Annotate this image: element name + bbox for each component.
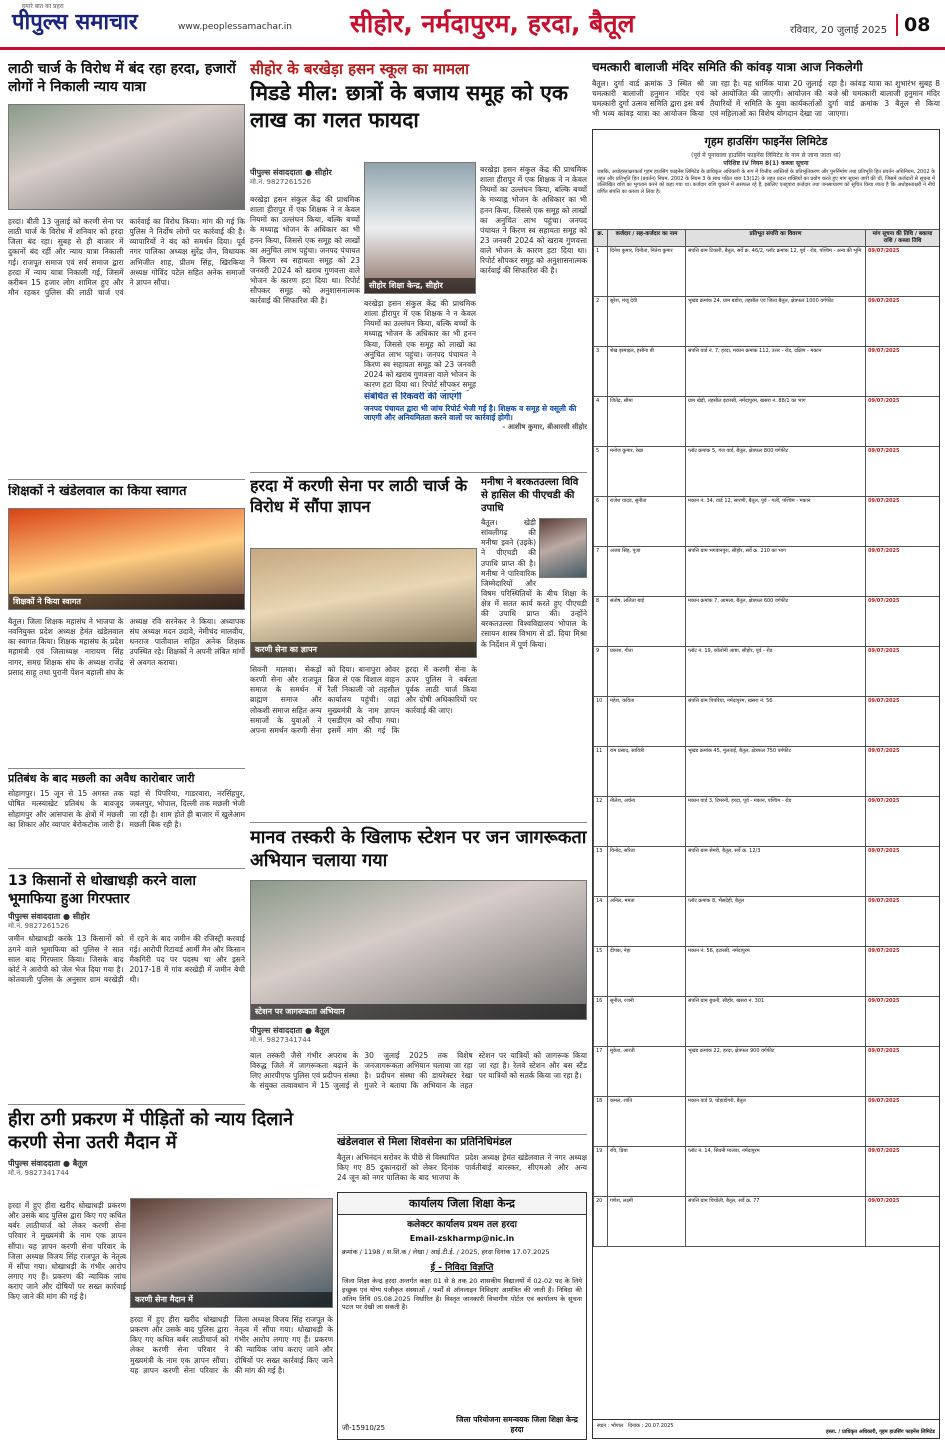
story-heera-byline: पीपुल्स संवाददाता ● बैतूल — [8, 1158, 88, 1168]
photo-shikshak — [8, 508, 245, 610]
notice-signatory: हस्ता. / प्राधिकृत अधिकारी, गृहम हाउसिंग फाइनेंस लिमिटेड — [826, 1429, 935, 1435]
notice-cell-desc: प्लॉट नं. 19, कॉलोनी आष्टा, सीहोर, पूर्व - रोड — [686, 646, 866, 696]
story-midday-body-3: बरखेड़ा हसन संकुल केंद्र की प्राथमिक शाला हीरापुर में एक शिक्षक ने न केवल नियमों का उल्लंघन किया, बल्कि बच्चों के मध्याह्न भोजन के अधिकार का भी हनन किया, जिससे एक समूह को लाखों का अनुचित लाभ पहुंचा। जनपद पंचायत ने किरण स्व सहायता समूह को 23 जनवरी 2024 को खराब गुणवत्ता वाले भोजन के कारण हटा दिया था। रिपोर्ट सौपकर समूह को अनुशासनात्मक कार्रवाई की सिफारिश की है। — [480, 165, 587, 276]
notice-cell-name: रवि, प्रिया — [608, 1146, 686, 1196]
story-heera-headline: हीरा ठगी प्रकरण में पीड़ितों को न्याय दिलाने करणी सेना उतरी मैदान में — [8, 1109, 294, 1154]
story-karni — [250, 476, 477, 546]
story-manav-byline: पीपुल्स संवाददाता ● बैतूल — [250, 1026, 330, 1035]
notice-cell-date: 09/07/2025 — [866, 246, 940, 296]
notice-row — [594, 1146, 940, 1196]
story-midday-col1 — [250, 192, 360, 468]
tender-office-title: कार्यालय जिला शिक्षा केन्द्र — [338, 1193, 586, 1215]
notice-cell-no: 3 — [594, 346, 608, 396]
notice-cell-desc: मकान नं. 34, वार्ड 12, सारणी, बैतूल, पूर्व - गली, पश्चिम - मकान — [686, 496, 866, 546]
notice-row — [594, 546, 940, 596]
logo-tagline: हमारे बात का प्रहरा — [22, 3, 64, 10]
notice-cell-no: 15 — [594, 946, 608, 996]
notice-cell-name: राम प्रसाद, सावित्री — [608, 746, 686, 796]
notice-cell-desc: भूखंड क्रमांक 24, ग्राम बडोरा, तहसील एवं जिला बैतूल, क्षेत्रफल 1000 वर्गफीट — [686, 296, 866, 346]
notice-cell-name: सुनील, रजनी — [608, 996, 686, 1046]
story-lathi-body: हरदा। बीती 13 जुलाई को करणी सेना पर लाठी चार्ज के विरोध में शनिवार को हरदा जिला बंद रहा। सुबह से ही बाजार में दुकानों बंद रहीं और न्याय यात्रा निकाली गई। राजपूत समाज एवं सर्व समाज द्वारा हरदा में न्याय यात्रा निकाली गई, जिसमें करीबन 15 हजार लोग शामिल हुए और मौन रहकर पुलिस की लाठी चार्ज एवं कार्रवाई का विरोध किया। मांग की गई कि पुलिस ने निर्दोष लोगों पर कार्रवाई की है। व्यापारियों ने बंद को समर्थन दिया। पूर्व नगर पालिका अध्यक्ष सुरेंद्र जैन, विधायक अभिजीत शाह, प्रीतम सिंह, खिरकिया अध्यक्ष गोविंद पटेल सहित अनेक समाजों ने ज्ञापन सौंपा। — [8, 217, 245, 297]
notice-cell-no: 2 — [594, 296, 608, 346]
notice-row — [594, 696, 940, 746]
notice-cell-no: 7 — [594, 546, 608, 596]
notice-cell-date: 09/07/2025 — [866, 446, 940, 496]
story-kavad-body: बैतूल। दुर्गा वार्ड क्रमांक 3 स्थित श्री चमत्कारी बालाजी हनुमान मंदिर एवं चमत्कारी दुर्गा उत्सव समिति द्वारा इस वर्ष भी भव्य कांवड़ यात्रा का आयोजन किया जा रहा है। यह धार्मिक यात्रा 20 जुलाई को आयोजित की जाएगी। आयोजन की तैयारियों में समिति के युवा कार्यकर्ताओं एवं महिलाओं का विशेष योगदान देखा जा रहा है। कांवड़ यात्रा का शुभारंभ सुबह 8 बजे श्री चमत्कारी बालाजी हनुमान मंदिर दुर्गा वार्ड क्रमांक 3 बैतूल से किया जाएगा। — [592, 78, 940, 118]
notice-cell-desc: मकान नं. 56, इटारसी, नर्मदापुरम — [686, 946, 866, 996]
story-midday-body: बरखेड़ा हसन संकुल केंद्र की प्राथमिक शाला हीरापुर में एक शिक्षक ने न केवल नियमों का उल्लंघन किया, बल्कि बच्चों के मध्याह्न भोजन के अधिकार का भी हनन किया, जिससे एक समूह को लाखों का अनुचित लाभ पहुंचा। जनपद पंचायत ने किरण स्व सहायता समूह को 23 जनवरी 2024 को खराब गुणवत्ता वाले भोजन के कारण हटा दिया था। रिपोर्ट सौपकर समूह को अनुशासनात्मक कार्रवाई की सिफारिश की है। — [250, 195, 360, 306]
story-heera-mobile: मो.नं. 9827341744 — [8, 1168, 70, 1177]
divider — [250, 472, 587, 473]
notice-cell-no: 17 — [594, 1046, 608, 1096]
notice-row — [594, 346, 940, 396]
story-kisan-byline: पीपुल्स संवाददाता ● सीहोर — [8, 912, 90, 922]
notice-company: गृहम हाउसिंग फाइनेंस लिमिटेड — [704, 135, 828, 148]
notice-cell-date: 09/07/2025 — [866, 1196, 940, 1246]
notice-cell-no: 4 — [594, 396, 608, 446]
notice-cell-no: 11 — [594, 746, 608, 796]
tender-reference: क्रमांक / 1198 / स.शि.क / लेखा / आई.टी.ई. / 2025, हरदा दिनांक 17.07.2025 — [342, 1248, 550, 1256]
notice-cell-desc: मकान क्रमांक 7, आमला, बैतूल, क्षेत्रफल 600 वर्गफीट — [686, 596, 866, 646]
notice-cell-no: 20 — [594, 1196, 608, 1246]
notice-cell-no: 1 — [594, 246, 608, 296]
notice-cell-date: 09/07/2025 — [866, 846, 940, 896]
notice-cell-date: 09/07/2025 — [866, 596, 940, 646]
notice-cell-no: 8 — [594, 596, 608, 646]
tender-email[interactable]: Email-zskharmp@nic.in — [409, 1234, 515, 1243]
tender-code: जी-15910/25 — [342, 1424, 386, 1432]
divider — [337, 1134, 587, 1135]
notice-cell-desc: संपत्ति ग्राम सेमरी, बैतूल, सर्वे क्र. 12/3 — [686, 846, 866, 896]
divider — [250, 822, 587, 823]
story-shikshak-headline: शिक्षकों ने खंडेलवाल का किया स्वागत — [8, 484, 187, 499]
notice-cell-name: नीलेश, अर्चना — [608, 796, 686, 846]
notice-cell-desc: भूखंड क्रमांक 22, हरदा, क्षेत्रफल 900 वर्गफीट — [686, 1046, 866, 1096]
notice-cell-no: 10 — [594, 696, 608, 746]
notice-row — [594, 1046, 940, 1096]
notice-row — [594, 296, 940, 346]
notice-cell-no: 19 — [594, 1146, 608, 1196]
notice-cell-no: 5 — [594, 446, 608, 496]
website-link[interactable]: www.peoplessamachar.in — [178, 22, 292, 32]
notice-cell-date: 09/07/2025 — [866, 946, 940, 996]
notice-cell-no: 13 — [594, 846, 608, 896]
notice-cell-desc: संपत्ति वार्ड नं. 7, हरदा, मकान क्रमांक 112, उत्तर - रोड, दक्षिण - मकान — [686, 346, 866, 396]
story-khandelwal — [337, 1136, 587, 1190]
tender-signatory: जिला परियोजना समन्वयक जिला शिक्षा केन्द्र हरदा — [456, 1415, 578, 1434]
story-midday-col2 — [364, 296, 476, 391]
notice-cell-desc: संपत्ति ग्राम चिचोली, बैतूल, सर्वे क्र. 77 — [686, 1196, 866, 1246]
story-midday-quote — [364, 392, 587, 468]
story-manav-headline: मानव तस्करी के खिलाफ स्टेशन पर जन जागरूकता अभियान चलाया गया — [250, 827, 587, 872]
notice-row — [594, 846, 940, 896]
tender-body: जिला शिक्षा केन्द्र हरदा अन्तर्गत कक्षा 01 से 8 तक 20 शासकीय विद्यालयों में 02-02 पद के लिये इच्छुक एवं योग्य पंजीकृत संस्थाओं / फर्मों से ऑनलाइन निविदाएं आमंत्रित की जाती हैं। निविदा की अंतिम तिथि 05.08.2025 निर्धारित है। विस्तृत जानकारी विभागीय पोर्टल एवं कार्यालय के सूचना पटल पर देखी जा सकती है। — [342, 1277, 582, 1312]
notice-cell-desc: मकान वार्ड 9, घोड़ाडोंगरी, बैतूल — [686, 1096, 866, 1146]
notice-footer — [593, 1419, 939, 1438]
notice-cell-name: मुकेश, आरती — [608, 1046, 686, 1096]
tender-heading: ई - निविदा विज्ञप्ति — [430, 1263, 494, 1273]
notice-row — [594, 446, 940, 496]
masthead — [0, 0, 945, 50]
story-heera-body-cont — [130, 1312, 333, 1438]
story-kavad-headline: चमत्कारी बालाजी मंदिर समिति की कांवड़ यात्रा आज निकलेगी — [592, 60, 863, 74]
notice-row — [594, 1096, 940, 1146]
divider — [8, 868, 245, 869]
story-manav-mobile: मो.नं. 9827341744 — [250, 1036, 312, 1044]
notice-cell-name: शेख इस्माइल, हसीना बी — [608, 346, 686, 396]
notice-cell-desc: भूखंड क्रमांक 45, मुलताई, बैतूल, क्षेत्रफल 750 वर्गफीट — [686, 746, 866, 796]
story-manav-body-wrap — [250, 1048, 587, 1132]
notice-place: स्थान : भोपाल — [597, 1423, 624, 1429]
photo-shiksha-kendra — [364, 162, 476, 294]
notice-cell-name: अजय सिंह, पूजा — [608, 546, 686, 596]
story-shikshak — [8, 484, 245, 508]
story-machli — [8, 772, 245, 864]
notice-cell-date: 09/07/2025 — [866, 396, 940, 446]
divider — [8, 768, 245, 769]
tender-notice — [337, 1192, 587, 1440]
notice-header: क्र. — [594, 230, 608, 247]
notice-row — [594, 746, 940, 796]
photo-closed-market — [8, 104, 245, 210]
notice-row — [594, 996, 940, 1046]
notice-cell-date: 09/07/2025 — [866, 896, 940, 946]
notice-row — [594, 246, 940, 296]
notice-cell-name: महेश, कविता — [608, 696, 686, 746]
notice-cell-name: सुरेश, मंजू देवी — [608, 296, 686, 346]
quote-heading: संबंधित से रिकवरी की जाएगी — [364, 392, 462, 402]
possession-notice — [592, 129, 940, 1439]
story-midday-byline: पीपुल्स संवाददाता ● सीहोर — [250, 168, 332, 177]
notice-cell-name: राजेश यादव, सुनीता — [608, 496, 686, 546]
story-kisan-headline: 13 किसानों से धोखाधड़ी करने वाला भूमाफिया हुआ गिरफ्तार — [8, 873, 196, 908]
notice-intro: जबकि, अधोहस्ताक्षरकर्ता गृहम हाउसिंग फाइनेंस लिमिटेड के प्राधिकृत अधिकारी के रूप में वित्तीय आस्तियों के प्रतिभूतिकरण और पुनर्निर्माण तथा प्रतिभूति हित प्रवर्तन अधिनियम, 2002 के तहत और प्रतिभूति हित (प्रवर्तन) नियम, 2002 के नियम 3 के साथ पठित धारा 13(12) के तहत प्रदत्त शक्तियों का प्रयोग करते हुए मांग सूचना जारी की थी, जिसमें कर्जदारों से सूचना में उल्लिखित राशि का भुगतान करने को कहा गया था। कर्जदार राशि चुकाने में असफल रहे हैं, इसलिए एतद्द्वारा कर्जदार तथा जनसाधारण को सूचित किया जाता है कि अधोहस्ताक्षरी ने नीचे वर्णित संपत्ति का कब्जा ले लिया है। — [597, 169, 936, 195]
notice-cell-name: प्रकाश, गीता — [608, 646, 686, 696]
story-midday-headline: मिडडे मील: छात्रों के बजाय समूह को एक लाख का गलत फायदा — [250, 80, 569, 132]
story-karni-body-wrap — [250, 662, 477, 818]
notice-row — [594, 596, 940, 646]
notice-cell-desc: मकान वार्ड 3, टिमरनी, हरदा, पूर्व - मकान, पश्चिम - रोड — [686, 796, 866, 846]
photo-heera — [130, 1198, 333, 1308]
notice-cell-desc: संपत्ति ग्राम बुधनी, सीहोर, खसरा नं. 301 — [686, 996, 866, 1046]
notice-header: प्रतिभूत संपत्ति का विवरण — [686, 230, 866, 247]
notice-cell-date: 09/07/2025 — [866, 296, 940, 346]
notice-cell-date: 09/07/2025 — [866, 746, 940, 796]
notice-date: दिनांक : 20.07.2025 — [628, 1423, 674, 1429]
notice-cell-date: 09/07/2025 — [866, 696, 940, 746]
notice-cell-desc: संपत्ति ग्राम भगवानपुरा, सीहोर, सर्वे क्र. 210 का भाग — [686, 546, 866, 596]
notice-cell-date: 09/07/2025 — [866, 1046, 940, 1096]
notice-subtitle: (पूर्व में पूनावाला हाउसिंग फाइनेंस लिमिटेड के नाम से जाना जाता था) — [691, 152, 841, 159]
notice-cell-date: 09/07/2025 — [866, 646, 940, 696]
notice-cell-no: 6 — [594, 496, 608, 546]
notice-row — [594, 496, 940, 546]
story-manisha-headline: मनीषा ने बरकतउल्ला विवि से हासिल की पीएचडी की उपाधि — [481, 477, 579, 514]
quote-by: - आशीष कुमार, बीआरसी सीहोर — [502, 423, 587, 432]
story-midday-byline-wrap — [250, 164, 360, 192]
notice-cell-name: जितेंद्र, सीमा — [608, 396, 686, 446]
photo-manav — [250, 880, 587, 1020]
photo-shikshak-caption: शिक्षकों ने किया स्वागत — [9, 594, 244, 609]
photo-shiksha-kendra-caption: सीहोर शिक्षा केन्द्र, सीहोर — [365, 278, 475, 293]
story-kisan-body: जमीन धोखाधड़ी करके 13 किसानों को ठगने वाले भूमाफिया को पुलिस ने सात साल बाद गिरफ्तार किया। जिसके बाद कोर्ट ने आरोपी को जेल भेज दिया गया है। कोतवाली पुलिस के अनुसार ग्राम बरखेड़ी में रहने के बाद जमीन की रजिस्ट्री करवाई गई। आरोपी रिटायर्ड आर्मी मैन और किसान मैकगिरी पद पर पदस्थ था और इसने 2017-18 में गांव बरखेड़ी में जमीन बेची थी। — [8, 934, 245, 984]
edition-title: सीहोर, नर्मदापुरम, हरदा, बैतूल — [350, 9, 635, 38]
notice-form: परिशिष्ट IV नियम 8(1) कब्जा सूचना — [723, 160, 809, 167]
notice-cell-no: 12 — [594, 796, 608, 846]
notice-cell-name: विनोद, सरिता — [608, 846, 686, 896]
notice-cell-no: 16 — [594, 996, 608, 1046]
story-kavad — [592, 60, 940, 126]
notice-cell-desc: ग्राम खेड़ी, तहसील इटारसी, नर्मदापुरम, खसरा नं. 88/1 का भाग — [686, 396, 866, 446]
notice-cell-desc: संपत्ति ग्राम टिकारी, बैतूल, सर्वे क्र. 46/2, प्लॉट क्रमांक 12, पूर्व - रोड, पश्चिम - अन्य की भूमि — [686, 246, 866, 296]
story-midday-body-2: बरखेड़ा हसन संकुल केंद्र की प्राथमिक शाला हीरापुर में एक शिक्षक ने न केवल नियमों का उल्लंघन किया, बल्कि बच्चों के मध्याह्न भोजन के अधिकार का भी हनन किया, जिससे एक समूह को लाखों का अनुचित लाभ पहुंचा। जनपद पंचायत ने किरण स्व सहायता समूह को 23 जनवरी 2024 को खराब गुणवत्ता वाले भोजन के कारण हटा दिया था। रिपोर्ट सौपकर समूह — [364, 299, 476, 389]
story-karni-body: सिवनी मालवा। सेकड़ों करणी सेना और राजपूत समाज के समर्थन में ब्राह्मण समाज और लोकशी समाज सहित अन्य समाजों के युवाओं ने अपना समर्थन करणी सेना को दिया। बानापुरा ओवर ब्रिज से एक विशाल वाहन रैली निकाली जो तहसील कार्यालय पहुंची। जहां मुख्यमंत्री के नाम ज्ञापन एसडीएम को सौंपा गया। इसमें मांग की गई कि हरदा में करणी सेना के ऊपर पुलिस ने बर्बरता पूर्वक लाठी चार्ज किया और दोषी अधिकारियों पर कार्रवाई की जाए। — [250, 665, 477, 735]
story-shikshak-body: बैतूल। जिला शिक्षक महासंघ ने भाजपा के नवनियुक्त प्रदेश अध्यक्ष हेमंत खंडेलवाल का स्वागत किया। शिक्षक महासंघ के प्रदेश महामंत्री एवं जिलाध्यक्ष नारायण सिंह नागर, समग्र शिक्षक संघ के अध्यक्ष राजेंद्र प्रसाद साहू तथा पुरानी पेंशन बहाली संघ के अध्यक्ष रवि सरनेकर ने किया। अध्यापक संघ अध्यक्ष मदन उदावे, नेमीचंद मालवीय, धनराज पातीवाल सहित अनेक शिक्षक उपस्थित रहे। शिक्षकों ने अपनी लंबित मांगों से अवगत कराया। — [8, 617, 245, 677]
story-heera-body-extra: हरदा में हुए हीरा खरीद धोखाधड़ी प्रकरण और उसके बाद पुलिस द्वारा किए गए कथित बर्बर लाठीचार्ज को लेकर करणी सेना परिवार ने मुख्यमंत्री के नाम एक ज्ञापन सौंपा। यह ज्ञापन करणी सेना परिवार के जिला अध्यक्ष विजय सिंह राजपूत के नेतृत्व में सौंपा गया। धोखाधड़ी के गंभीर आरोप लगाए गए हैं। प्रकरण की न्यायिक जांच कराए जाने और दोषियों पर सख्त कार्रवाई किए जाने की मांग की गई है। — [130, 1315, 333, 1375]
story-heera-body: हरदा में हुए हीरा खरीद धोखाधड़ी प्रकरण और उसके बाद पुलिस द्वारा किए गए कथित बर्बर लाठीचार्ज को लेकर करणी सेना परिवार ने मुख्यमंत्री के नाम एक ज्ञापन सौंपा। यह ज्ञापन करणी सेना परिवार के जिला अध्यक्ष विजय सिंह राजपूत के नेतृत्व में सौंपा गया। धोखाधड़ी के गंभीर आरोप लगाए गए हैं। प्रकरण की न्यायिक जांच कराए जाने और दोषियों पर सख्त कार्रवाई किए जाने की मांग की गई है। — [8, 1201, 126, 1302]
story-lathi-body-wrap — [8, 214, 245, 476]
story-heera-body-wrap — [8, 1198, 126, 1438]
divider — [8, 479, 245, 480]
notice-cell-date: 09/07/2025 — [866, 496, 940, 546]
story-karni-headline: हरदा में करणी सेना पर लाठी चार्ज के विरोध में सौंपा ज्ञापन — [250, 476, 468, 516]
notice-cell-desc: प्लॉट क्रमांक 8, भैंसदेही, बैतूल — [686, 896, 866, 946]
notice-cell-date: 09/07/2025 — [866, 996, 940, 1046]
story-lathi-headline: लाठी चार्ज के विरोध में बंद रहा हरदा, हजारों लोगों ने निकाली न्याय यात्रा — [8, 61, 236, 96]
story-khandelwal-body: बैतूल। अभिनंदन सरोवर के पीछे से विस्थापित किए गए 85 दुकानदारों को लेकर दिनांक 24 जून को नगर पालिका के बाद भाजपा के प्रदेश अध्यक्ष हेमंत खंडेलवाल ने नगर अध्यक्ष पार्वतीबाई बारस्कर, सीएमओ और अन्य — [337, 1152, 587, 1182]
issue-date: रविवार, 20 जुलाई 2025 — [790, 25, 888, 36]
photo-karni — [250, 548, 477, 658]
notice-header: मांग सूचना की तिथि / बकाया राशि / कब्जा तिथि — [866, 230, 940, 247]
story-manav — [250, 826, 587, 878]
story-machli-body: सोहागपुर। 15 जून से 15 अगस्त तक घोषित मत्स्याखेट प्रतिबंध के बावजूद सोहागपुर और आसपास के क्षेत्रों में मछली का शिकार और व्यापार बेरोकटोक जारी है। यहां से पिपरिया, गाडरवारा, नरसिंहपुर, जबलपुर, भोपाल, दिल्ली तक मछली भेजी जा रही है। शाम होते ही बाजार में खुलेआम मछली बिक रही है। — [8, 789, 245, 829]
photo-manisha — [539, 518, 587, 578]
notice-row — [594, 1196, 940, 1246]
notice-row — [594, 396, 940, 446]
notice-cell-name: कमल, शांति — [608, 1096, 686, 1146]
notice-cell-name: दीपक, नेहा — [608, 946, 686, 996]
notice-cell-date: 09/07/2025 — [866, 546, 940, 596]
story-kisan-mobile: मो.नं. 9827261526 — [8, 922, 70, 931]
story-manisha-body: बैतूल। खेड़ी सांवलीगढ़ की मनीषा इवने (उइके) ने पीएचडी की उपाधि प्राप्त की है। मनीषा ने पारिवारिक जिम्मेदारियों और विषम परिस्थितियों के बीच शिक्षा के क्षेत्र में सतत कार्य करते हुए पीएचडी की उपाधि प्राप्त की। उन्होंने बरकतउल्ला विश्वविद्यालय भोपाल के रसायन शास्त्र विभाग से डॉ. दिया मिश्रा के निर्देशन में पूर्ण किया। — [481, 518, 587, 649]
story-manav-body: बाल तस्करी जैसे गंभीर अपराध के विरुद्ध जिले में जागरूकता बढ़ाने के लिए आरपीएफ पुलिस एवं प्रदीपन संस्था के संयुक्त तत्वावधान में 15 जुलाई से 30 जुलाई 2025 तक विशेष जनजागरूकता अभियान चलाया जा रहा है। प्रदीपन संस्था की डायरेक्टर रेखा गुजरे ने बताया कि अभियान के तहत स्टेशन पर यात्रियों को जागरूक किया जा रहा है। रेलवे स्टेशन और बस स्टैंड पर यात्रियों को सतर्क किया जा रहा है। — [250, 1051, 587, 1091]
notice-cell-name: दिनेश कुमार, विनीता, नितेश कुमार — [608, 246, 686, 296]
story-khandelwal-headline: खंडेलवाल से मिला शिवसेना का प्रतिनिधिमंडल — [337, 1136, 512, 1148]
notice-cell-date: 09/07/2025 — [866, 346, 940, 396]
notice-row — [594, 946, 940, 996]
story-manisha — [481, 476, 587, 821]
notice-cell-name: गणेश, लक्ष्मी — [608, 1196, 686, 1246]
story-midday-kicker: सीहोर के बरखेड़ा हसन स्कूल का मामला — [250, 60, 469, 78]
notice-row — [594, 896, 940, 946]
notice-cell-name: अनिल, ममता — [608, 896, 686, 946]
notice-cell-name: मनोज कुमार, रेखा — [608, 446, 686, 496]
newspaper-logo: पीपुल्स समाचार — [12, 9, 138, 35]
notice-row — [594, 796, 940, 846]
notice-cell-no: 9 — [594, 646, 608, 696]
notice-cell-date: 09/07/2025 — [866, 796, 940, 846]
notice-cell-desc: संपत्ति ग्राम पिपरिया, नर्मदापुरम, खसरा नं. 56 — [686, 696, 866, 746]
tender-office-address: कलेक्टर कार्यालय प्रथम तल हरदा — [407, 1220, 517, 1230]
story-manav-byline-wrap — [250, 1022, 587, 1050]
notice-cell-date: 09/07/2025 — [866, 1096, 940, 1146]
notice-cell-name: संतोष, ललिता बाई — [608, 596, 686, 646]
photo-karni-caption: करणी सेना का ज्ञापन — [251, 642, 476, 657]
notice-header: कर्जदार / सह-कर्जदार का नाम — [608, 230, 686, 247]
notice-cell-date: 09/07/2025 — [866, 1146, 940, 1196]
notice-row — [594, 646, 940, 696]
notice-cell-no: 14 — [594, 896, 608, 946]
notice-cell-no: 18 — [594, 1096, 608, 1146]
divider — [8, 1104, 245, 1105]
photo-heera-caption: करणी सेना मैदान में — [131, 1292, 332, 1307]
story-machli-headline: प्रतिबंध के बाद मछली का अवैध कारोबार जारी — [8, 772, 195, 785]
story-kisan — [8, 872, 245, 1102]
notice-cell-desc: प्लॉट नं. 14, सिवनी मालवा, नर्मदापुरम — [686, 1146, 866, 1196]
story-shikshak-body-wrap — [8, 614, 245, 764]
story-midday-mobile: मो.नं. 9827261526 — [250, 178, 312, 186]
photo-manav-caption: स्टेशन पर जागरूकता अभियान — [251, 1004, 586, 1019]
story-midday-col3 — [480, 162, 587, 392]
notice-table — [593, 229, 940, 1247]
quote-text: जनपद पंचायत द्वारा भी जांच रिपोर्ट भेजी गई है। शिक्षक व समूह से वसूली की जाएगी और अनियमितता करने वालों पर कार्रवाई होगी। — [364, 403, 577, 423]
page-number: 08 — [896, 14, 930, 36]
notice-cell-desc: प्लॉट क्रमांक 5, गंज वार्ड, बैतूल, क्षेत्रफल 800 वर्गफीट — [686, 446, 866, 496]
